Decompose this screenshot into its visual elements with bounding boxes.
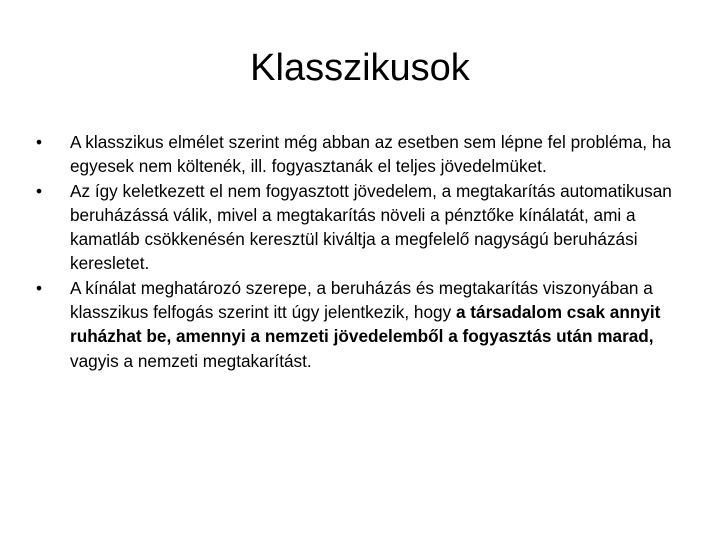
bullet-dot-icon: • [36, 180, 43, 201]
bullet-list [36, 130, 686, 373]
bullet-text: A klasszikus elmélet szerint még abban az esetben sem lépne fel probléma, ha egyesek nem költenék, ill. fogyasztanák el teljes jövedelmüket. [70, 132, 671, 177]
bullet-text-after: vagyis a nemzeti megtakarítást. [70, 350, 312, 371]
slide-title: Klasszikusok [250, 47, 470, 89]
bullet-item-2 [36, 179, 686, 276]
bullet-dot-icon: • [36, 132, 43, 152]
bullet-text-before: A kínálat meghatározó szerepe, a beruházás és megtakarítás viszonyában a klasszikus felfogás szerint itt úgy jelentkezik, hogy [70, 277, 653, 323]
bullet-text: Az így keletkezett el nem fogyasztott jövedelem, a megtakarítás automatikusan beruházássá válik, mivel a megtakarítás növeli a pénztőke kínálatát, ami a kamatláb csökkenésén keresztül kiváltja a megfelelő nagyságú beruházási keresletet. [70, 180, 672, 274]
bullet-item-3 [36, 276, 686, 373]
bullet-dot-icon: • [36, 277, 43, 298]
bullet-text-bold: a társadalom csak annyit ruházhat be, amennyi a nemzeti jövedelemből a fogyasztás után marad, [70, 302, 661, 347]
bullet-item-1 [36, 130, 686, 179]
